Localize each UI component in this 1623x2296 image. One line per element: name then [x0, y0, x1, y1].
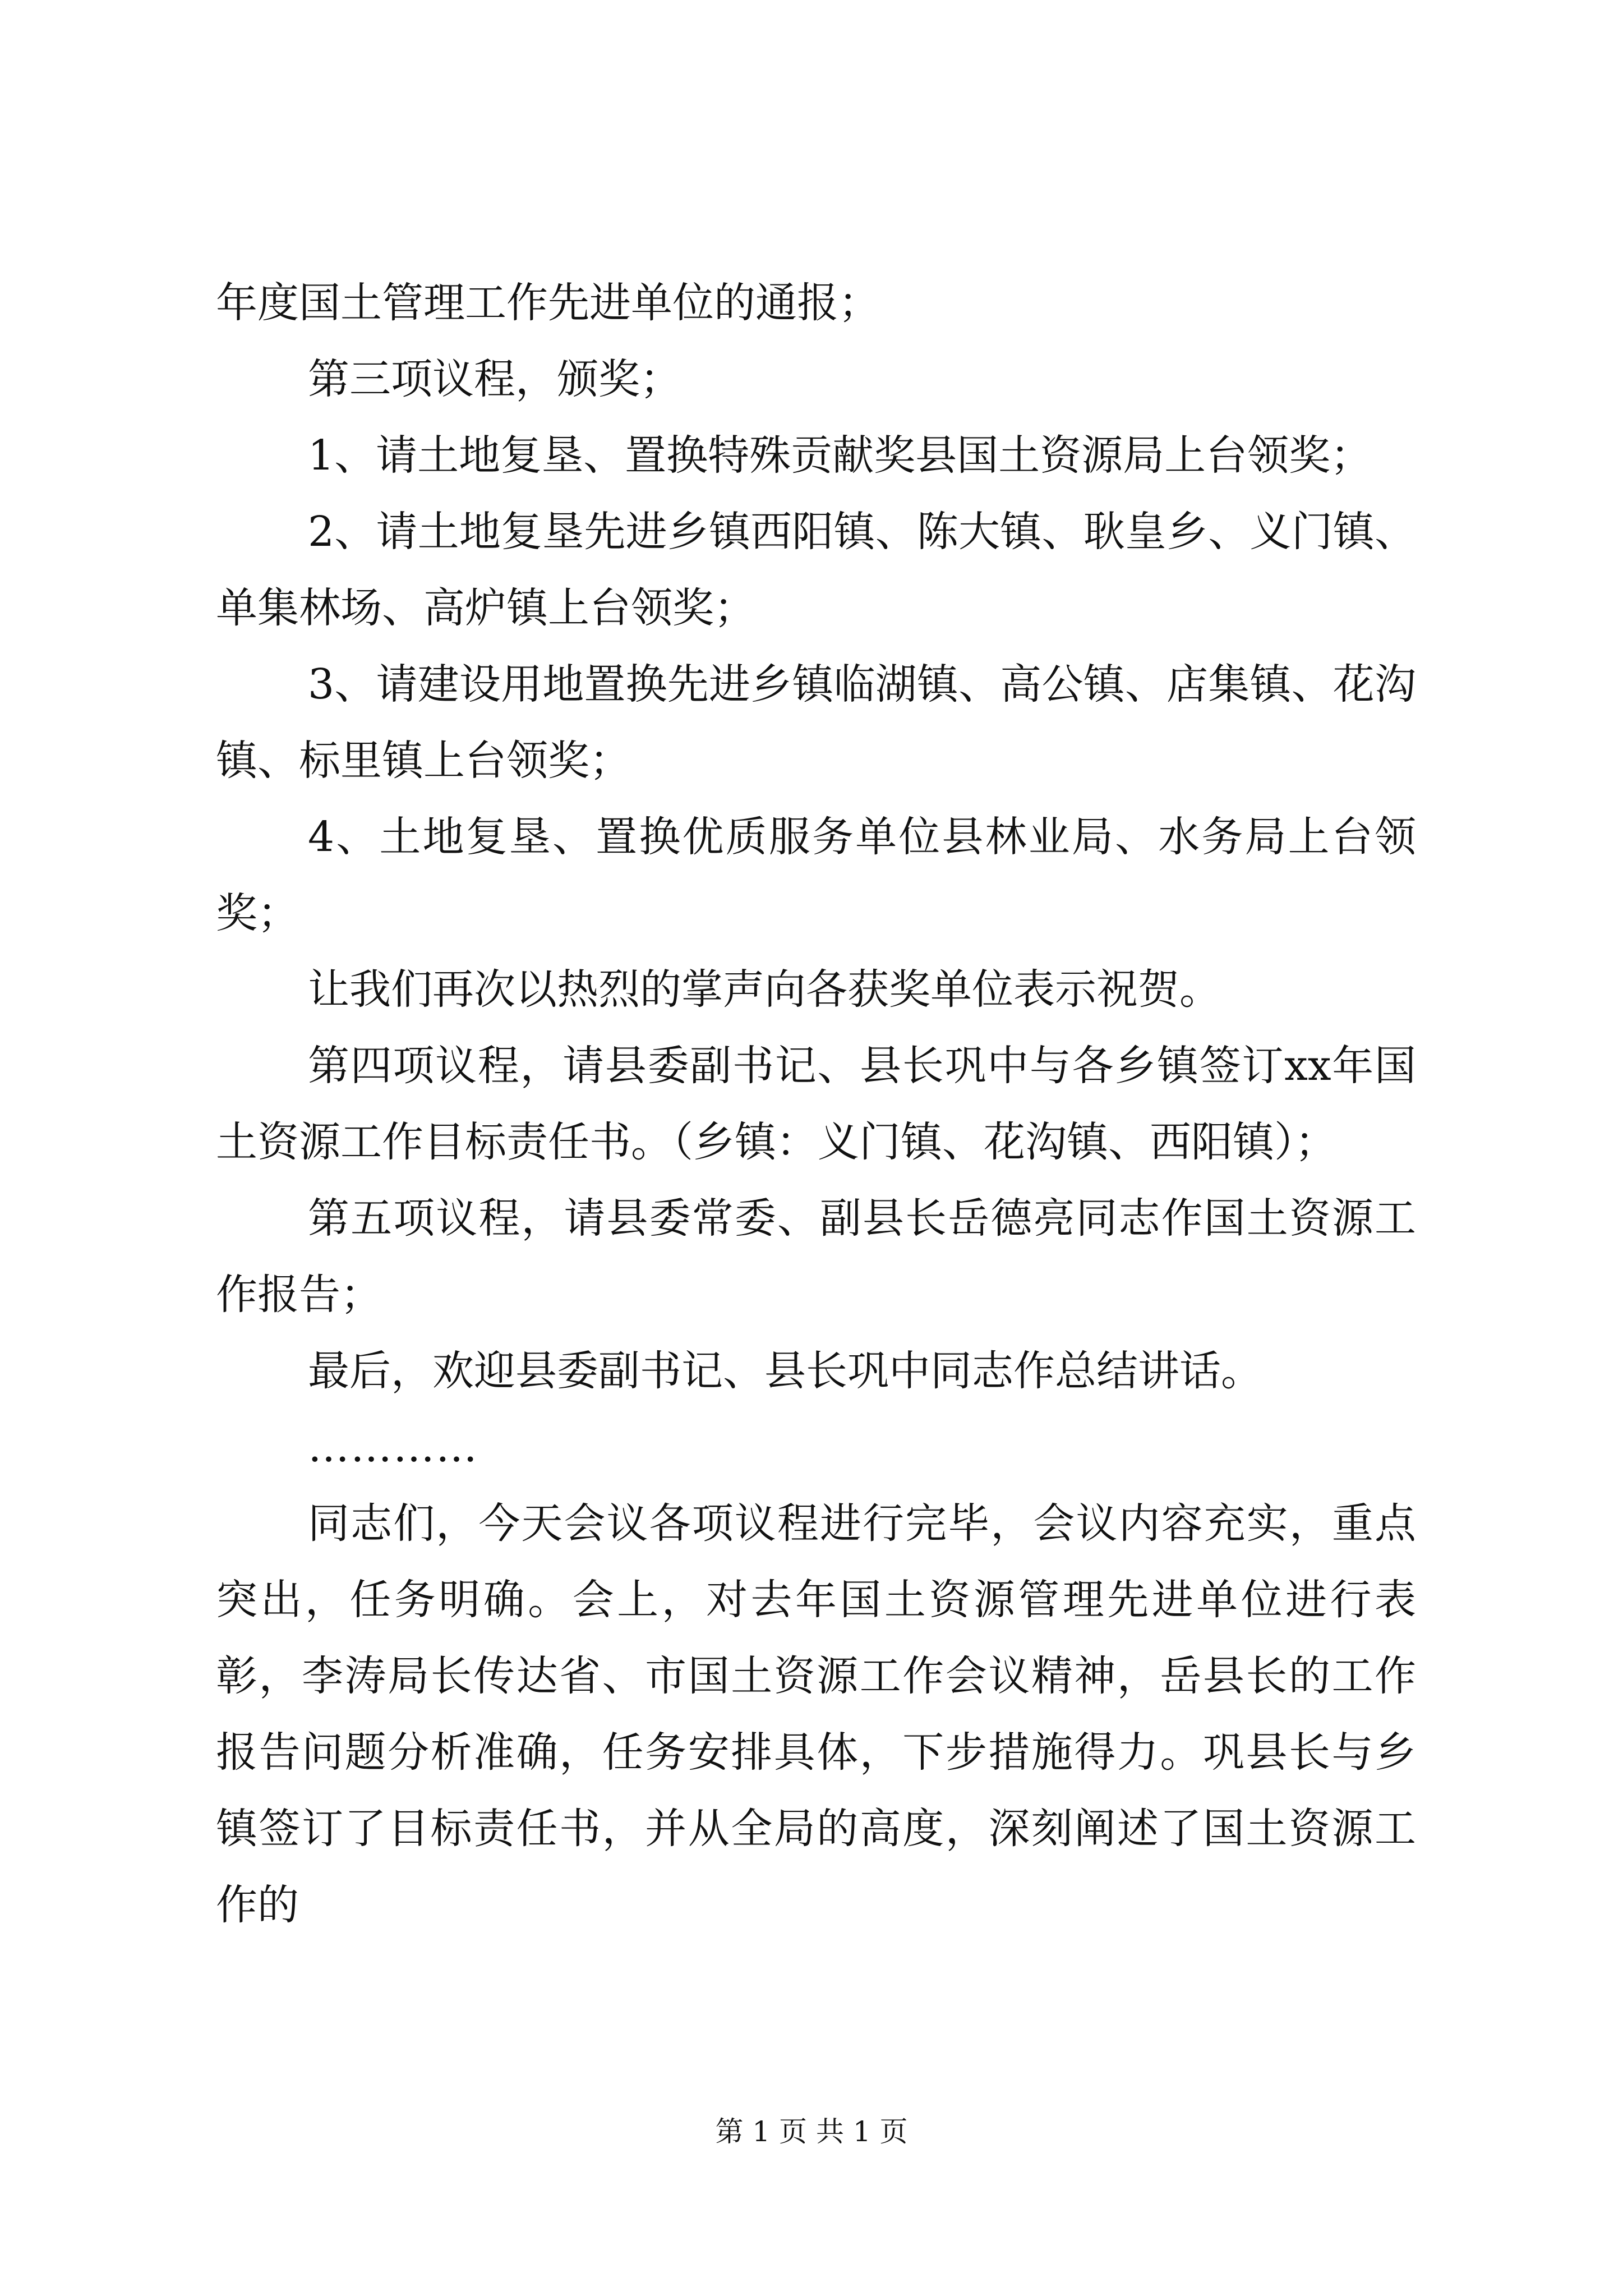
- paragraph-8: 第四项议程，请县委副书记、县长巩中与各乡镇签订xx年国土资源工作目标责任书。（乡镇：义门镇、花沟镇、西阳镇）；: [216, 1042, 1416, 1166]
- paragraph-1: 年度国土管理工作先进单位的通报；: [216, 279, 880, 327]
- page-footer: 第 1 页 共 1 页: [715, 2115, 908, 2148]
- paragraph-4: 2、请土地复垦先进乡镇西阳镇、陈大镇、耿皇乡、义门镇、单集林场、高炉镇上台领奖；: [216, 508, 1416, 632]
- paragraph-3: 1、请土地复垦、置换特殊贡献奖县国土资源局上台领奖；: [308, 431, 1372, 480]
- ellipsis-separator: …………: [308, 1423, 478, 1471]
- paragraph-10: 最后，欢迎县委副书记、县长巩中同志作总结讲话。: [308, 1347, 1262, 1395]
- paragraph-7: 让我们再次以热烈的掌声向各获奖单位表示祝贺。: [308, 965, 1221, 1014]
- paragraph-2: 第三项议程，颁奖；: [308, 355, 681, 403]
- paragraph-9: 第五项议程，请县委常委、副县长岳德亮同志作国土资源工作报告；: [216, 1194, 1416, 1319]
- paragraph-5: 3、请建设用地置换先进乡镇临湖镇、高公镇、店集镇、花沟镇、标里镇上台领奖；: [216, 660, 1416, 785]
- paragraph-12: 同志们，今天会议各项议程进行完毕，会议内容充实，重点突出，任务明确。会上，对去年国土资源管理先进单位进行表彰，李涛局长传达省、市国土资源工作会议精神，岳县长的工作报告问题分析准确，任务安排具体，下步措施得力。巩县长与乡镇签订了目标责任书，并从全局的高度，深刻阐述了国土资源工作的: [216, 1499, 1416, 1929]
- paragraph-6: 4、土地复垦、置换优质服务单位县林业局、水务局上台领奖；: [216, 813, 1416, 937]
- document-body: [216, 265, 1416, 1943]
